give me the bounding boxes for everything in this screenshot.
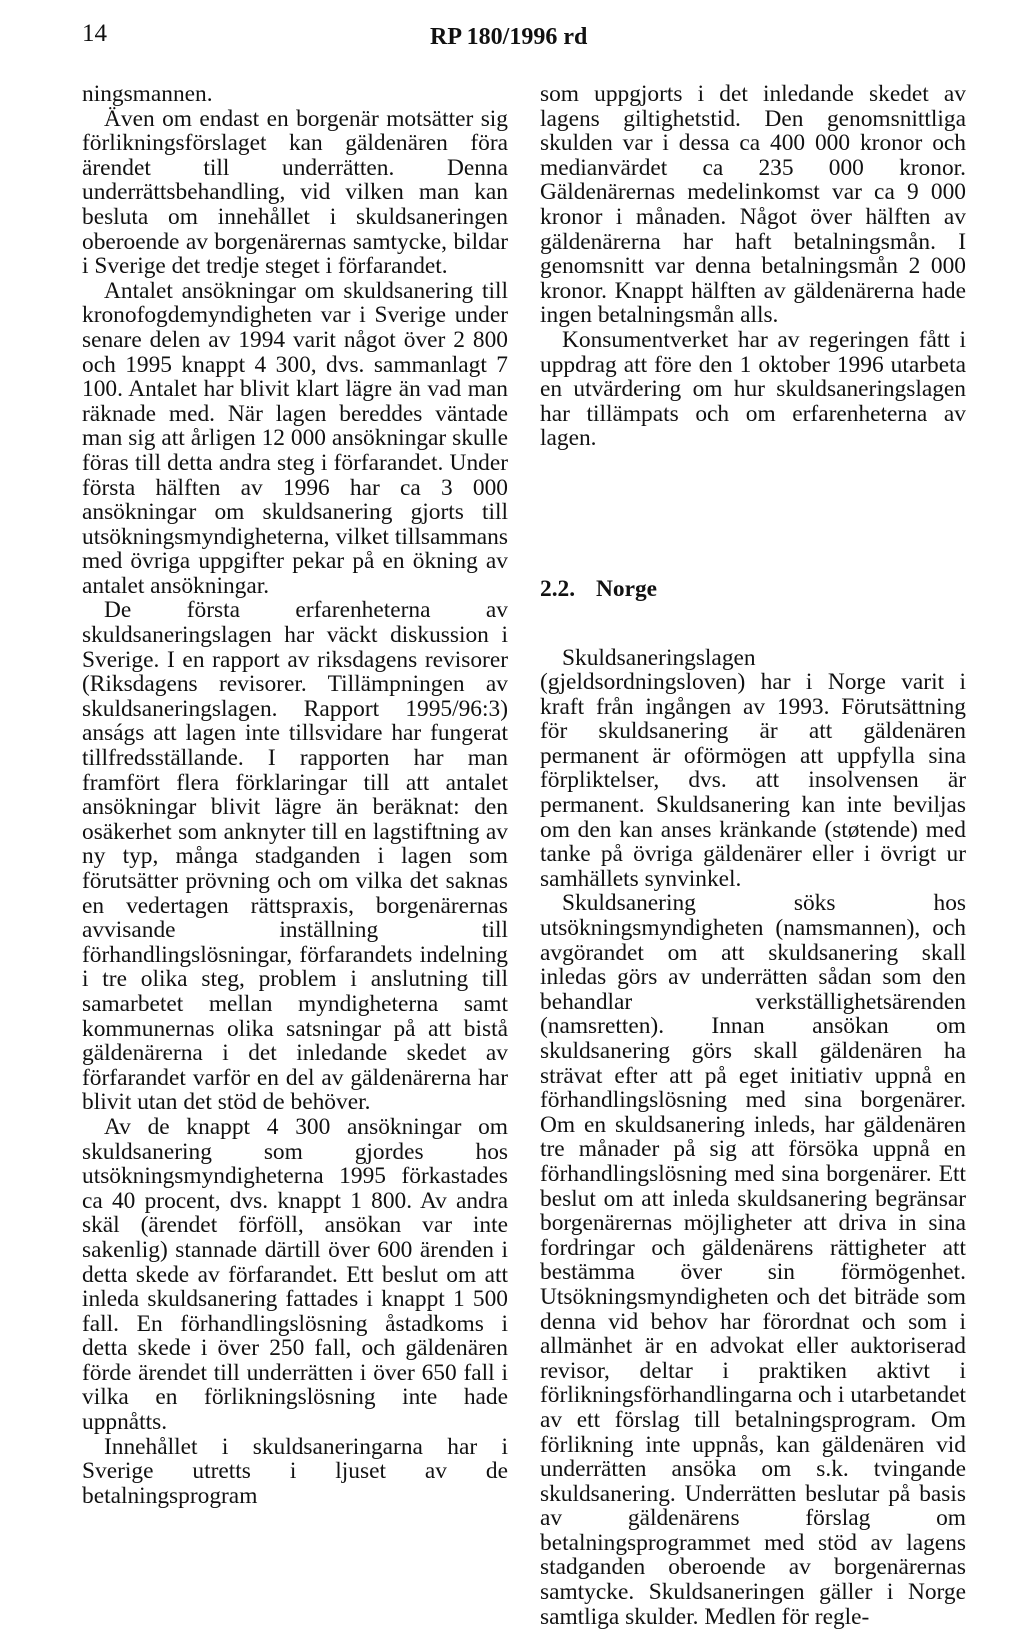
section-number: 2.2. [540,575,576,602]
paragraph: Skuldsanering söks hos utsökningsmyndigheten (namsmannen), och avgörandet om att skuldsanering skall inledas görs av underrätten sådan som den behandlar verkställighetsärenden (namsretten). Innan ansökan om skuldsanering görs skall gäldenären ha strävat efter att på eget initiativ uppnå en förhandlingslösning med sina borgenärer. Om en skuldsanering inleds, har gäldenären tre månader på sig att försöka uppnå en förhandlingslösning med sina borgenärer. Ett beslut om att inleda skuldsanering begränsar borgenärernas möjligheter att driva in sina fordringar och gäldenärens rättigheter att bestämma över sin förmögenhet. Utsökningsmyndigheten och det biträde som denna vid behov har förordnat och som i allmänhet är en advokat eller auktoriserad revisor, deltar i praktiken aktivt i förlikningsförhandlingarna och i utarbetandet av ett förslag till betalningsprogram. Om förlikning inte uppnås, kan gäldenären vid underrätten ansöka om s.k. tvingande skuldsanering. Underrätten beslutar på basis av gäldenärens förslag om betalningsprogrammet med stöd av lagens stadganden oberoende av borgenärernas samtycke. Skuldsaneringen gäller i Norge samtliga skulder. Medlen för regle- [540,890,966,1630]
running-title: RP 180/1996 rd [430,24,588,50]
paragraph: Konsumentverket har av regeringen fått i uppdrag att före den 1 oktober 1996 utarbeta en utvärdering om hur skuldsaneringslagen har tillämpats och om erfarenheterna av lagen. [540,326,966,452]
paragraph: Antalet ansökningar om skuldsanering till kronofogdemyndigheten var i Sverige under senare delen av 1994 varit något över 2 800 och 1995 knappt 4 300, dvs. sammanlagt 7 100. Antalet har blivit klart lägre än vad man räknade med. När lagen bereddes väntade man sig att årligen 12 000 ansökningar skulle föras till detta andra steg i förfarandet. Under första hälften av 1996 har ca 3 000 ansökningar om skuldsanering gjorts till utsökningsmyndigheterna, vilket tillsammans med övriga uppgifter pekar på en ökning av antalet ansökningar. [82,277,508,599]
right-column [540,82,966,1629]
paragraph: ningsmannen. [82,81,213,107]
section-heading [540,577,966,602]
section-title: Norge [596,575,658,602]
left-column [82,82,508,1508]
paragraph: Även om endast en borgenär motsätter sig förlikningsförslaget kan gäldenären föra ärendet till underrätten. Denna underrättsbehandling, vid vilken man kan besluta om innehållet i skuldsaneringen oberoende av borgenärernas samtycke, bildar i Sverige det tredje steget i förfarandet. [82,105,508,280]
paragraph: De första erfarenheterna av skuldsaneringslagen har väckt diskussion i Sverige. I en rapport av riksdagens revisorer (Riksdagens revisorer. Tillämpningen av skuldsaneringslagen. Rapport 1995/96:3) anságs att lagen inte tillsvidare har fungerat tillfredsställande. I rapporten har man framfört flera förklaringar till att antalet ansökningar blivit lägre än beräknat: den osäkerhet som anknyter till en lagstiftning av ny typ, många stadganden i lagen som förutsätter prövning och om vilka det saknas en vedertagen rättspraxis, borgenärernas avvisande inställning till förhandlingslösningar, förfarandets indelning i tre olika steg, problem i anslutning till samarbetet mellan myndigheterna samt kommunernas olika satsningar på att bistå gäldenärerna i det inledande skedet av förfarandet varför en del av gäldenärerna har blivit utan det stöd de behöver. [82,597,508,1116]
paragraph: Innehållet i skuldsaneringarna har i Sverige utretts i ljuset av de betalningsprogram [82,1433,508,1509]
page-number: 14 [82,20,107,47]
paragraph: Skuldsaneringslagen (gjeldsordningsloven) har i Norge varit i kraft från ingången av 1993. Förutsättning för skuldsanering är att gäldenären permanent är oförmögen att uppfylla sina förpliktelser, dvs. att insolvensen är permanent. Skuldsanering kan inte beviljas om den kan anses kränkande (støtende) med tanke på övriga gäldenärer eller i övrigt ur samhällets synvinkel. [540,644,966,892]
paragraph: Av de knappt 4 300 ansökningar om skuldsanering som gjordes hos utsökningsmyndigheterna 1995 förkastades ca 40 procent, dvs. knappt 1 800. Av andra skäl (ärendet förföll, ansökan var inte sakenlig) stannade därtill över 600 ärenden i detta skede av förfarandet. Ett beslut om att inleda skuldsanering fattades i knappt 1 500 fall. En förhandlingslösning åstadkoms i detta skede i över 250 fall, och gäldenären förde ärendet till underrätten i över 650 fall i vilka en förlikningslösning inte hade uppnåtts. [82,1113,508,1436]
paragraph: som uppgjorts i det inledande skedet av lagens giltighetstid. Den genomsnittliga skulden var i dessa ca 400 000 kronor och medianvärdet ca 235 000 kronor. Gäldenärernas medelinkomst var ca 9 000 kronor i månaden. Något över hälften av gäldenärerna har haft betalningsmån. I genomsnitt var denna betalningsmån 2 000 kronor. Knappt hälften av gäldenärerna hade ingen betalningsmån alls. [540,81,966,329]
